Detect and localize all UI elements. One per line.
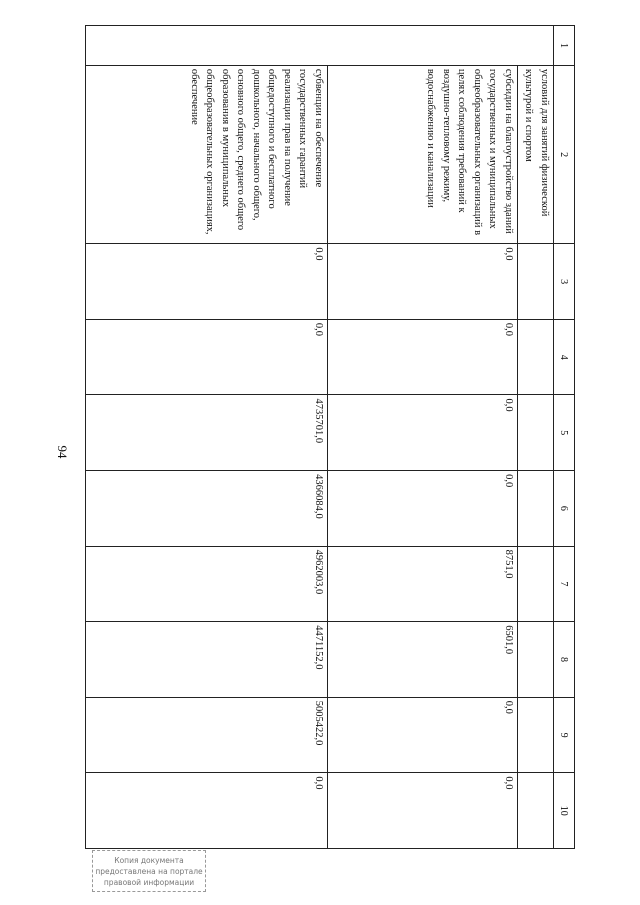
cell-value [518,244,554,320]
header-col-8: 8 [554,622,575,698]
cell-description: условий для занятий физической культурой и спортом [518,65,554,243]
header-col-3: 3 [554,244,575,320]
cell-description: субсидии на благоустройство зданий государственных и муниципальных общеобразовательных организаций в целях соблюдения требований к воздушно-тепловому режиму, водоснабжению и канализации [328,65,518,243]
cell-value: 0,0 [328,471,518,547]
cell-value [518,395,554,471]
cell-value: 6501,0 [328,622,518,698]
cell-value: 4366084,0 [86,471,328,547]
header-col-1: 1 [554,26,575,66]
cell-col-1 [86,26,554,66]
cell-value: 0,0 [86,319,328,395]
cell-value: 4962003,0 [86,546,328,622]
cell-value [518,697,554,773]
cell-value [518,471,554,547]
header-col-2: 2 [554,65,575,243]
header-col-5: 5 [554,395,575,471]
budget-table [85,25,575,849]
table-row [328,26,518,849]
cell-value: 0,0 [86,773,328,849]
table-container [85,25,575,849]
cell-value: 0,0 [328,773,518,849]
cell-value: 0,0 [328,697,518,773]
page-number: 94 [55,445,70,459]
cell-value: 0,0 [328,244,518,320]
header-col-6: 6 [554,471,575,547]
table-row [86,26,328,849]
header-col-7: 7 [554,546,575,622]
cell-value: 5005422,0 [86,697,328,773]
rotated-table [85,25,575,849]
cell-value [518,773,554,849]
cell-value: 4735701,0 [86,395,328,471]
header-col-9: 9 [554,697,575,773]
header-row [554,26,575,849]
document-stamp: Копия документа предоставлена на портале правовой информации [92,850,206,892]
table-row [518,26,554,849]
cell-value [518,319,554,395]
cell-value [518,622,554,698]
cell-value: 0,0 [86,244,328,320]
header-col-4: 4 [554,319,575,395]
cell-value: 8751,0 [328,546,518,622]
header-col-10: 10 [554,773,575,849]
cell-value [518,546,554,622]
cell-value: 0,0 [328,319,518,395]
cell-value: 4471152,0 [86,622,328,698]
cell-description: субвенции на обеспечение государственных гарантий реализации прав на получение общедоступного и бесплатного дошкольного, начального общего, основного общего, среднего общего образования в муниципальных общеобразовательных организациях, обеспечение [86,65,328,243]
cell-value: 0,0 [328,395,518,471]
